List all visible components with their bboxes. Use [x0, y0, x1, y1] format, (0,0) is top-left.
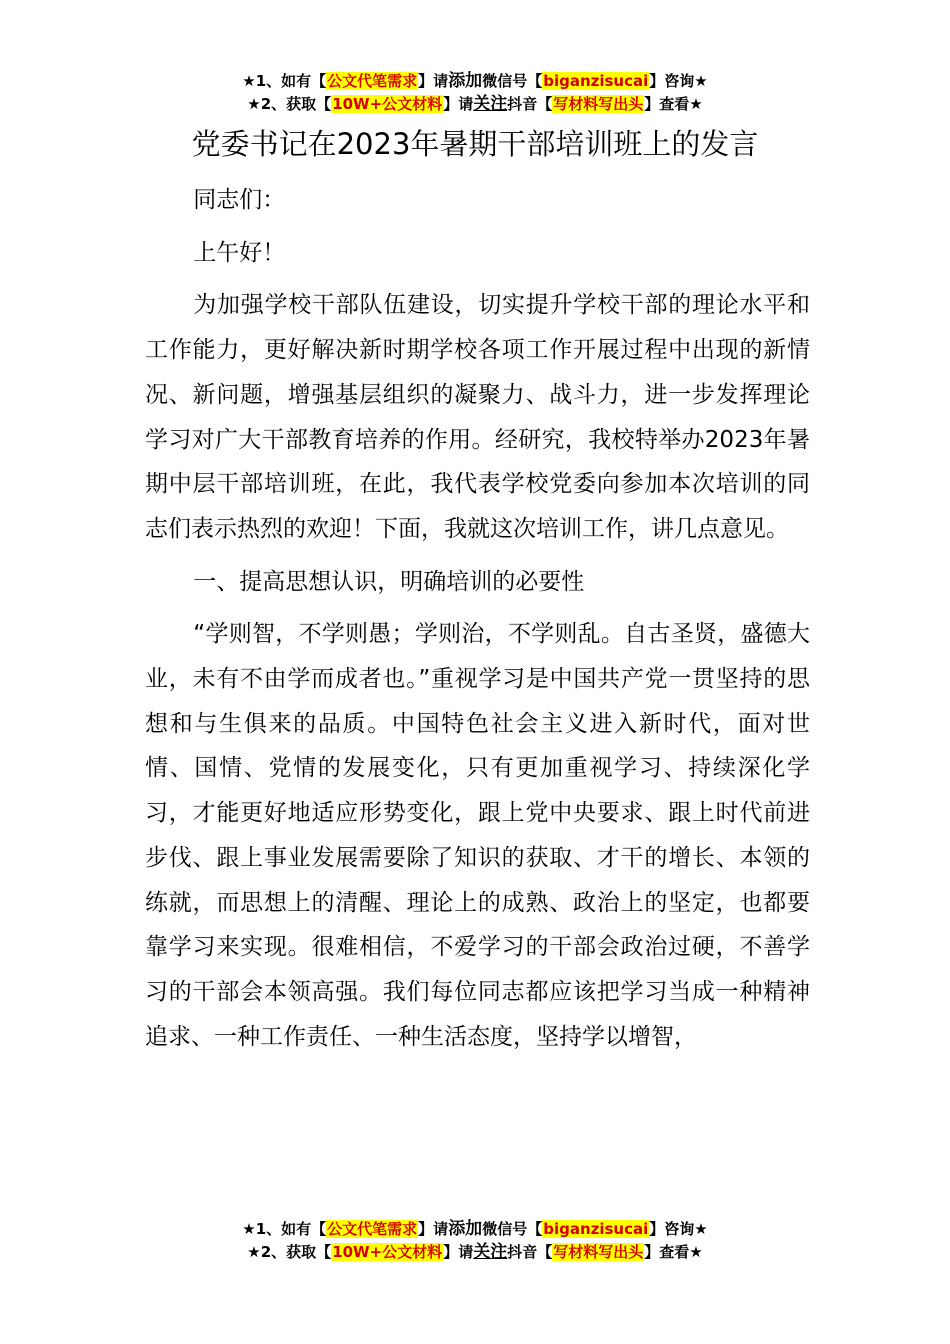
ad-highlight: 10W+公文材料 [332, 1243, 443, 1261]
ad-highlight-wechat-id: biganzisucai [543, 72, 649, 90]
ad-text: 】查看★ [644, 1243, 703, 1261]
bottom-ad-line-2 [0, 1241, 950, 1263]
ad-highlight-douyin: 写材料写出头 [553, 95, 644, 113]
ad-text: 】请 [443, 1243, 474, 1261]
ad-emphasis: 添加 [448, 71, 483, 91]
ad-highlight: 公文代笔需求 [327, 72, 418, 90]
top-ad-line-1 [0, 70, 950, 92]
ad-highlight: 10W+公文材料 [332, 95, 443, 113]
greeting: 上午好！ [193, 239, 286, 266]
document-body [145, 178, 810, 1059]
ad-highlight-wechat-id: biganzisucai [543, 1220, 649, 1238]
ad-text: 】请 [443, 95, 474, 113]
ad-text: 抖音【 [507, 1243, 553, 1261]
ad-text: 】咨询★ [649, 1220, 708, 1238]
bottom-ad-line-1 [0, 1218, 950, 1240]
body-paragraph: 为加强学校干部队伍建设，切实提升学校干部的理论水平和工作能力，更好解决新时期学校各项工作开展过程中出现的新情况、新问题，增强基层组织的凝聚力、战斗力，进一步发挥理论学习对广大干部教育培养的作用。经研究，我校特举办2023年暑期中层干部培训班，在此，我代表学校党委向参加本次培训的同志们表示热烈的欢迎！下面，我就这次培训工作，讲几点意见。 [145, 292, 810, 542]
ad-text: 微信号【 [482, 72, 543, 90]
ad-text: 】请 [418, 72, 449, 90]
salutation: 同志们： [193, 187, 286, 213]
ad-text: 微信号【 [482, 1220, 543, 1238]
body-paragraph: “学则智，不学则愚；学则治，不学则乱。自古圣贤，盛德大业，未有不由学而成者也。”重视学习是中国共产党一贯坚持的思想和与生俱来的品质。中国特色社会主义进入新时代，面对世情、国情、党情的发展变化，只有更加重视学习、持续深化学习，才能更好地适应形势变化，跟上党中央要求、跟上时代前进步伐、跟上事业发展需要除了知识的获取、才干的增长、本领的练就，而思想上的清醒、理论上的成熟、政治上的坚定，也都要靠学习来实现。很难相信，不爱学习的干部会政治过硬，不善学习的干部会本领高强。我们每位同志都应该把学习当成一种精神追求、一种工作责任、一种生活态度，坚持学以增智， [145, 621, 810, 1050]
ad-text: 】请 [418, 1220, 449, 1238]
ad-text: 】查看★ [644, 95, 703, 113]
section-heading: 一、提高思想认识，明确培训的必要性 [193, 568, 585, 595]
document-title: 党委书记在2023年暑期干部培训班上的发言 [191, 127, 759, 161]
ad-emphasis: 关注 [473, 1242, 508, 1262]
ad-text: ★1、如有【 [242, 1220, 327, 1238]
ad-highlight-douyin: 写材料写出头 [553, 1243, 644, 1261]
ad-text: ★1、如有【 [242, 72, 327, 90]
ad-emphasis: 关注 [473, 94, 508, 114]
ad-emphasis: 添加 [448, 1219, 483, 1239]
ad-text: 】咨询★ [649, 72, 708, 90]
ad-text: ★2、获取【 [247, 95, 332, 113]
ad-text: ★2、获取【 [247, 1243, 332, 1261]
top-ad-line-2 [0, 93, 950, 115]
ad-text: 抖音【 [507, 95, 553, 113]
ad-highlight: 公文代笔需求 [327, 1220, 418, 1238]
